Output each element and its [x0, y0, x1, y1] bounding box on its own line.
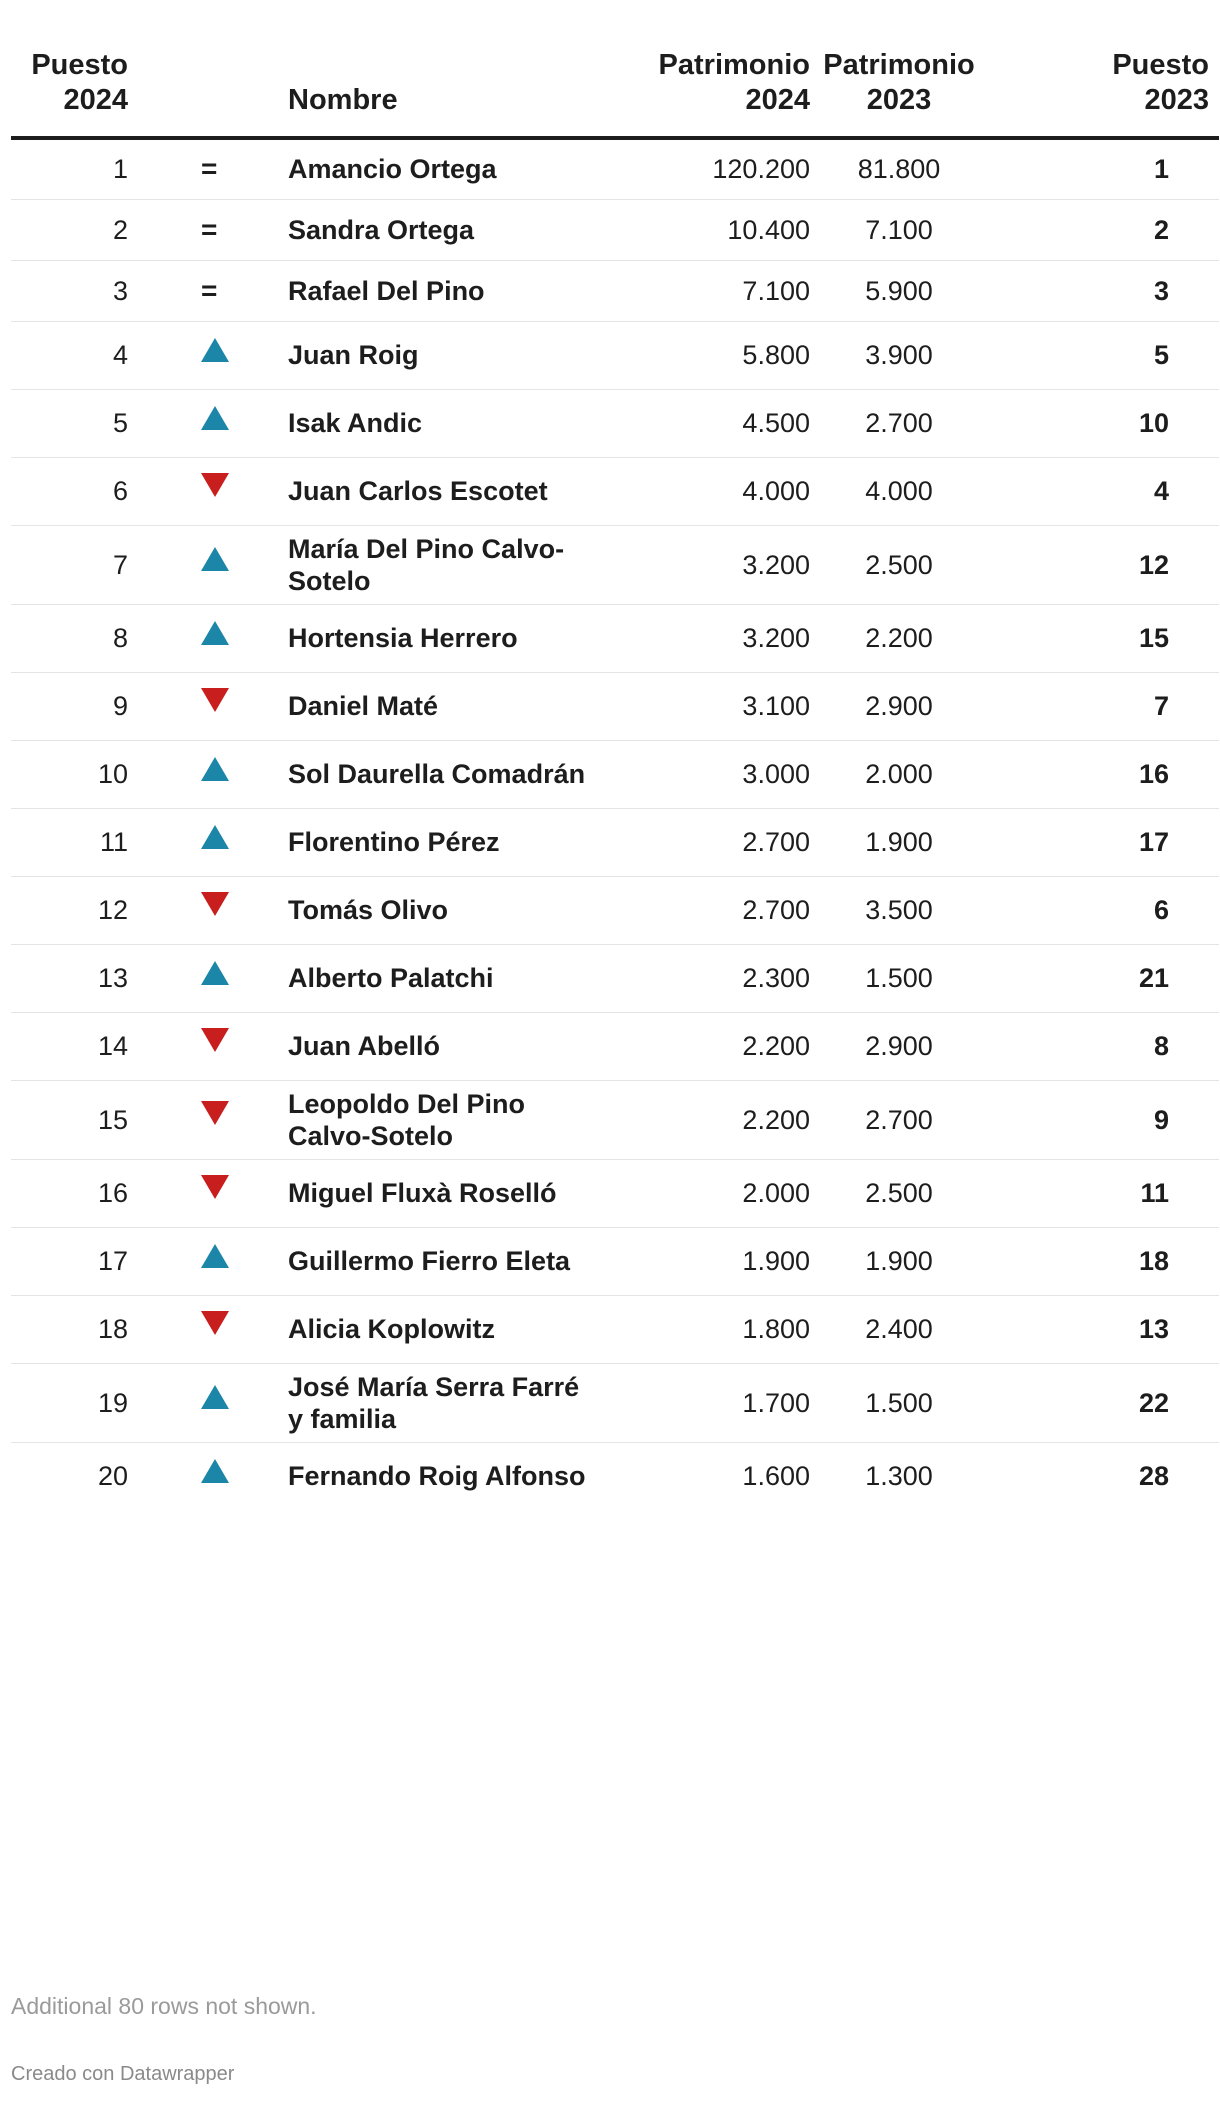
triangle-up-icon [200, 405, 230, 431]
wealth-2023-cell: 2.500 [865, 549, 933, 580]
triangle-up-shape [201, 825, 229, 849]
trend-cell [128, 321, 288, 389]
header-wealth-2024[interactable] [640, 0, 810, 138]
table-row [11, 1227, 1219, 1295]
equal-icon: = [201, 153, 218, 185]
rank-2023-cell: 21 [1138, 963, 1169, 993]
wealth-2023-cell: 2.700 [865, 1104, 933, 1135]
name-cell: Daniel Maté [288, 691, 439, 721]
rank-2023-cell: 10 [1138, 408, 1169, 438]
table-row [11, 944, 1219, 1012]
header-wealth-2023-line2: 2023 [866, 84, 932, 116]
wealth-2023-cell: 2.200 [865, 623, 933, 653]
name-cell: María Del Pino Calvo-Sotelo [288, 533, 565, 596]
rank-2024-cell: 20 [97, 1461, 128, 1492]
wealth-2023-cell: 1.500 [865, 963, 933, 993]
name-cell: Rafael Del Pino [288, 275, 485, 306]
rank-2024-cell: 6 [112, 476, 128, 506]
triangle-up-shape [201, 1244, 229, 1268]
rank-2024-cell: 9 [112, 691, 128, 721]
triangle-up-icon [200, 620, 230, 646]
rank-2024-cell: 12 [97, 895, 128, 925]
rank-2023-cell: 4 [1153, 476, 1169, 506]
trend-cell [128, 1159, 288, 1227]
rank-2023-cell: 2 [1153, 214, 1169, 245]
wealth-2023-cell: 2.400 [865, 1314, 933, 1344]
wealth-2023-cell: 1.500 [865, 1387, 933, 1418]
table-row [11, 457, 1219, 525]
triangle-up-icon [200, 960, 230, 986]
table-row [11, 138, 1219, 199]
name-cell: Tomás Olivo [288, 895, 449, 925]
header-name-label: Nombre [288, 84, 398, 116]
triangle-down-icon [200, 891, 230, 917]
wealth-2024-cell: 2.200 [742, 1104, 810, 1135]
triangle-down-shape [201, 1175, 229, 1199]
triangle-down-icon [200, 472, 230, 498]
rank-2024-cell: 16 [97, 1178, 128, 1208]
wealth-2024-cell: 2.300 [742, 963, 810, 993]
header-rank-2024[interactable] [11, 0, 128, 138]
rank-2024-cell: 7 [112, 549, 128, 580]
trend-cell [128, 740, 288, 808]
header-wealth-2024-line1: Patrimonio [658, 49, 810, 81]
name-cell: Isak Andic [288, 408, 423, 438]
table-row [11, 525, 1219, 604]
triangle-up-shape [201, 961, 229, 985]
rank-2023-cell: 17 [1138, 827, 1169, 857]
trend-cell [128, 1012, 288, 1080]
trend-cell [128, 604, 288, 672]
equal-icon: = [201, 274, 218, 306]
rank-2024-cell: 3 [112, 275, 128, 306]
name-cell: Leopoldo Del Pino Calvo-Sotelo [288, 1088, 525, 1151]
wealth-2023-cell: 5.900 [865, 275, 933, 306]
rank-2023-cell: 28 [1138, 1461, 1169, 1492]
rank-2023-cell: 5 [1153, 340, 1169, 370]
triangle-down-shape [201, 688, 229, 712]
name-cell: Juan Roig [288, 340, 419, 370]
table-row [11, 1012, 1219, 1080]
table-header-row [11, 0, 1219, 138]
rank-2024-cell: 17 [97, 1246, 128, 1276]
rank-2023-cell: 18 [1138, 1246, 1169, 1276]
rank-2024-cell: 4 [112, 340, 128, 370]
wealth-2023-cell: 2.700 [865, 408, 933, 438]
wealth-2024-cell: 4.000 [742, 476, 810, 506]
wealth-2024-cell: 120.200 [712, 154, 810, 185]
header-wealth-2024-line2: 2024 [745, 84, 810, 116]
rank-2024-cell: 13 [97, 963, 128, 993]
rank-2024-cell: 14 [97, 1031, 128, 1061]
rank-2023-cell: 9 [1153, 1104, 1169, 1135]
header-wealth-2023-line1: Patrimonio [823, 49, 975, 81]
wealth-2024-cell: 3.200 [742, 549, 810, 580]
name-cell: Guillermo Fierro Eleta [288, 1246, 571, 1276]
rows-hidden-note: Additional 80 rows not shown. [11, 1993, 317, 2019]
triangle-down-icon [200, 687, 230, 713]
triangle-down-icon [200, 1027, 230, 1053]
name-cell: Sandra Ortega [288, 214, 475, 245]
rank-2024-cell: 5 [112, 408, 128, 438]
triangle-up-icon [200, 1458, 230, 1484]
triangle-down-icon [200, 1174, 230, 1200]
table-row [11, 1295, 1219, 1363]
name-cell: Miguel Fluxà Roselló [288, 1178, 557, 1208]
name-cell: Alicia Koplowitz [288, 1314, 496, 1344]
table-row [11, 1363, 1219, 1442]
rank-2023-cell: 6 [1153, 895, 1169, 925]
wealth-2023-cell: 1.900 [865, 1246, 933, 1276]
table-row [11, 672, 1219, 740]
name-cell: Sol Daurella Comadrán [288, 759, 586, 789]
wealth-2023-cell: 3.900 [865, 340, 933, 370]
header-rank-2024-line1: Puesto [31, 49, 128, 81]
trend-cell [128, 672, 288, 740]
trend-cell [128, 944, 288, 1012]
name-cell: Amancio Ortega [288, 154, 497, 185]
header-name[interactable] [288, 0, 640, 138]
name-cell: Juan Abelló [288, 1031, 441, 1061]
triangle-up-icon [200, 756, 230, 782]
wealth-2024-cell: 4.500 [742, 408, 810, 438]
wealth-2024-cell: 3.200 [742, 623, 810, 653]
trend-cell [128, 1442, 288, 1510]
triangle-up-shape [201, 1459, 229, 1483]
table-body [11, 138, 1219, 1510]
rank-2023-cell: 22 [1138, 1387, 1169, 1418]
triangle-up-shape [201, 338, 229, 362]
wealth-2023-cell: 1.900 [865, 827, 933, 857]
header-rank-2023-line2: 2023 [1144, 84, 1209, 116]
table-row [11, 389, 1219, 457]
rank-2024-cell: 1 [112, 154, 128, 185]
rank-2024-cell: 8 [112, 623, 128, 653]
header-rank-2023-line1: Puesto [1112, 49, 1209, 81]
triangle-down-shape [201, 892, 229, 916]
rank-2024-cell: 10 [97, 759, 128, 789]
triangle-down-icon [200, 1310, 230, 1336]
rank-2023-cell: 16 [1138, 759, 1169, 789]
wealth-2023-cell: 4.000 [865, 476, 933, 506]
triangle-up-icon [200, 546, 230, 572]
table-row [11, 808, 1219, 876]
trend-cell [128, 1363, 288, 1442]
header-rank-2023[interactable] [988, 0, 1219, 138]
wealth-2024-cell: 2.000 [742, 1178, 810, 1208]
rank-2024-cell: 11 [99, 827, 128, 857]
table-row [11, 740, 1219, 808]
triangle-up-icon [200, 1243, 230, 1269]
trend-cell [128, 457, 288, 525]
wealth-2024-cell: 1.900 [742, 1246, 810, 1276]
trend-cell [128, 389, 288, 457]
trend-cell [128, 138, 288, 199]
wealth-2024-cell: 3.000 [742, 759, 810, 789]
wealth-2024-cell: 2.700 [742, 895, 810, 925]
table-row [11, 199, 1219, 260]
triangle-up-shape [201, 621, 229, 645]
table-row [11, 604, 1219, 672]
wealth-2023-cell: 2.900 [865, 1031, 933, 1061]
rank-2023-cell: 7 [1153, 691, 1169, 721]
header-rank-2024-line2: 2024 [63, 84, 128, 116]
triangle-up-icon [200, 337, 230, 363]
wealth-2024-cell: 1.800 [742, 1314, 810, 1344]
rank-2023-cell: 15 [1138, 623, 1169, 653]
table-row [11, 1159, 1219, 1227]
datawrapper-credit[interactable]: Creado con Datawrapper [11, 2063, 235, 2085]
rank-2024-cell: 19 [97, 1387, 128, 1418]
wealth-2024-cell: 2.200 [742, 1031, 810, 1061]
name-cell: Florentino Pérez [288, 827, 500, 857]
triangle-up-shape [201, 1385, 229, 1409]
trend-cell [128, 525, 288, 604]
wealth-2024-cell: 10.400 [727, 214, 810, 245]
table-row [11, 321, 1219, 389]
table-row [11, 1080, 1219, 1159]
name-cell: Alberto Palatchi [288, 963, 494, 993]
name-cell: Fernando Roig Alfonso [288, 1461, 586, 1492]
trend-cell [128, 260, 288, 321]
triangle-down-shape [201, 1028, 229, 1052]
table-container [11, 0, 1209, 2085]
trend-cell [128, 876, 288, 944]
trend-cell [128, 1227, 288, 1295]
table-row [11, 260, 1219, 321]
triangle-down-shape [201, 473, 229, 497]
wealth-2024-cell: 5.800 [742, 340, 810, 370]
rank-2023-cell: 1 [1153, 154, 1169, 185]
wealth-2023-cell: 2.900 [865, 691, 933, 721]
rank-2023-cell: 12 [1138, 549, 1169, 580]
trend-cell [128, 1080, 288, 1159]
wealth-2023-cell: 2.500 [865, 1178, 933, 1208]
trend-cell [128, 199, 288, 260]
header-wealth-2023[interactable] [810, 0, 988, 138]
rank-2024-cell: 18 [97, 1314, 128, 1344]
triangle-down-shape [201, 1101, 229, 1125]
wealth-2024-cell: 1.700 [742, 1387, 810, 1418]
wealth-2023-cell: 3.500 [865, 895, 933, 925]
triangle-up-icon [200, 824, 230, 850]
triangle-up-icon [200, 1384, 230, 1410]
name-cell: José María Serra Farré y familia [288, 1371, 580, 1434]
rank-2024-cell: 15 [97, 1104, 128, 1135]
table-row [11, 876, 1219, 944]
wealth-2023-cell: 7.100 [865, 214, 933, 245]
ranking-table [11, 0, 1219, 1510]
triangle-up-shape [201, 547, 229, 571]
wealth-2024-cell: 2.700 [742, 827, 810, 857]
triangle-up-shape [201, 757, 229, 781]
header-trend [128, 0, 288, 138]
triangle-up-shape [201, 406, 229, 430]
rank-2023-cell: 11 [1140, 1178, 1169, 1208]
wealth-2023-cell: 81.800 [857, 154, 941, 185]
wealth-2024-cell: 1.600 [742, 1461, 810, 1492]
triangle-down-shape [201, 1311, 229, 1335]
equal-icon: = [201, 213, 218, 245]
triangle-down-icon [200, 1100, 230, 1126]
name-cell: Hortensia Herrero [288, 623, 518, 653]
rank-2023-cell: 3 [1153, 275, 1169, 306]
name-cell: Juan Carlos Escotet [288, 476, 548, 506]
wealth-2023-cell: 1.300 [865, 1461, 933, 1492]
wealth-2024-cell: 3.100 [742, 691, 810, 721]
wealth-2024-cell: 7.100 [742, 275, 810, 306]
rank-2024-cell: 2 [112, 214, 128, 245]
rank-2023-cell: 8 [1153, 1031, 1169, 1061]
trend-cell [128, 808, 288, 876]
table-row [11, 1442, 1219, 1510]
rank-2023-cell: 13 [1138, 1314, 1169, 1344]
wealth-2023-cell: 2.000 [865, 759, 933, 789]
trend-cell [128, 1295, 288, 1363]
